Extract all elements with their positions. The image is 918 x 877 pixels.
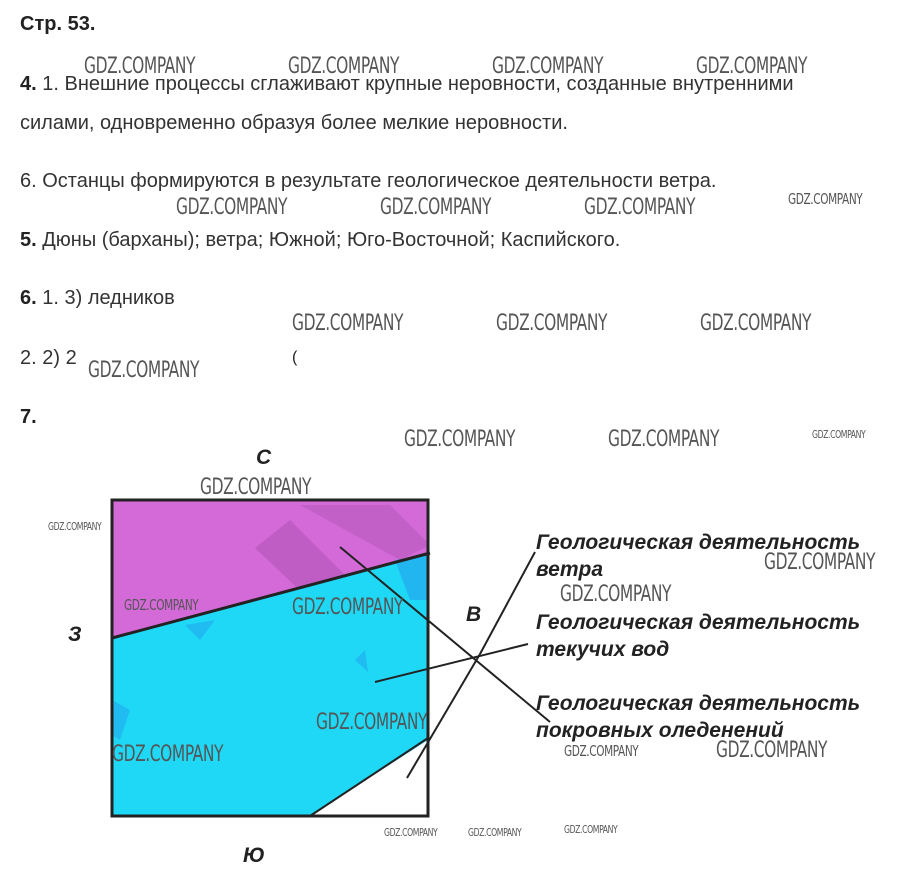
- watermark: GDZ.COMPANY: [560, 582, 672, 607]
- label-ice-line-1: Геологическая деятельность: [536, 692, 861, 715]
- answer-4-number: 4.: [20, 73, 37, 95]
- page-number: Стр. 53.: [20, 13, 96, 35]
- watermark: GDZ.COMPANY: [48, 520, 102, 533]
- watermark: GDZ.COMPANY: [696, 54, 808, 79]
- answer-6-line-2: 2. 2) 2: [20, 347, 77, 369]
- watermark: GDZ.COMPANY: [812, 428, 866, 441]
- direction-east: В: [466, 603, 482, 626]
- watermark: GDZ.COMPANY: [200, 475, 312, 500]
- answer-5-text: Дюны (барханы); ветра; Южной; Юго-Восточной; Каспийского.: [36, 229, 621, 251]
- stray-mark: (: [292, 349, 298, 366]
- watermark: GDZ.COMPANY: [788, 190, 863, 208]
- watermark: GDZ.COMPANY: [124, 596, 199, 614]
- watermark: GDZ.COMPANY: [288, 54, 400, 79]
- label-wind-line-2: ветра: [536, 558, 604, 581]
- answer-5-number: 5.: [20, 229, 37, 251]
- answer-7-number: 7.: [20, 406, 37, 428]
- watermark: GDZ.COMPANY: [404, 427, 516, 452]
- direction-north: С: [256, 446, 272, 469]
- watermark: GDZ.COMPANY: [384, 826, 438, 839]
- label-ice-line-2: покровных оледенений: [536, 719, 784, 742]
- watermark: GDZ.COMPANY: [584, 195, 696, 220]
- connector-wind: [480, 552, 535, 654]
- watermark: GDZ.COMPANY: [88, 358, 200, 383]
- watermark: GDZ.COMPANY: [468, 826, 522, 839]
- answer-4-text: 1. Внешние процессы сглаживают крупные неровности, созданные внутренними: [36, 73, 794, 95]
- watermark: GDZ.COMPANY: [564, 742, 639, 760]
- watermark: GDZ.COMPANY: [492, 54, 604, 79]
- watermark: GDZ.COMPANY: [84, 54, 196, 79]
- label-wind-line-1: Геологическая деятельность: [536, 531, 861, 554]
- watermark: GDZ.COMPANY: [292, 311, 404, 336]
- watermark: GDZ.COMPANY: [608, 427, 720, 452]
- answer-4-line-2: силами, одновременно образуя более мелкие неровности.: [20, 112, 568, 134]
- direction-west: З: [68, 623, 82, 646]
- watermark: GDZ.COMPANY: [564, 823, 618, 836]
- answer-6-number: 6.: [20, 287, 37, 309]
- watermark: GDZ.COMPANY: [292, 595, 404, 620]
- watermark: GDZ.COMPANY: [176, 195, 288, 220]
- direction-south: Ю: [243, 844, 265, 867]
- watermark: GDZ.COMPANY: [700, 311, 812, 336]
- watermark: GDZ.COMPANY: [112, 742, 224, 767]
- watermark: GDZ.COMPANY: [380, 195, 492, 220]
- watermark: GDZ.COMPANY: [496, 311, 608, 336]
- watermark: GDZ.COMPANY: [716, 738, 828, 763]
- watermark: GDZ.COMPANY: [764, 550, 876, 575]
- answer-6-text: 1. 3) ледников: [36, 287, 175, 309]
- answer-4-line-3: 6. Останцы формируются в результате геологическое деятельности ветра.: [20, 170, 717, 192]
- label-water-line-1: Геологическая деятельность: [536, 611, 861, 634]
- label-water-line-2: текучих вод: [536, 638, 670, 661]
- watermark: GDZ.COMPANY: [316, 710, 428, 735]
